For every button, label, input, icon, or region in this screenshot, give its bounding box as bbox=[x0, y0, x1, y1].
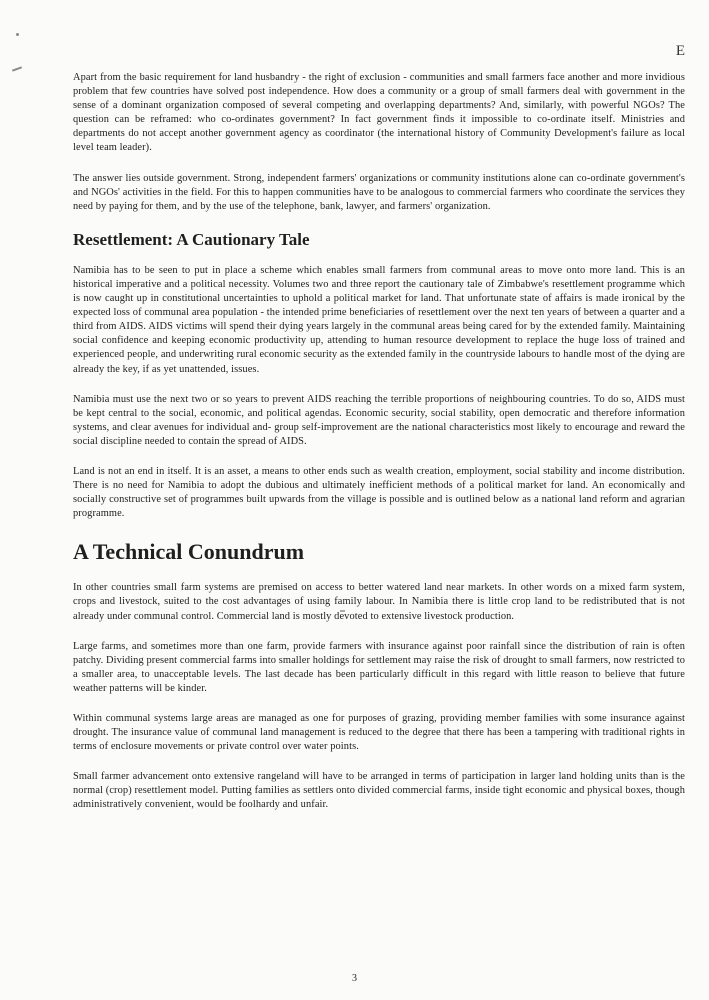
paragraph: Namibia has to be seen to put in place a scheme which enables small farmers from communal areas to move onto more land. This is an historical imperative and a political necessity. Volumes two and three report the cautionary tale of Zimbabwe's resettlement programme which is now caught up in constitutional uncertainties to uphold a political market for land. That unfortunate state of affairs is made ironical by the expected loss of communal area population - the intended prime beneficiaries of resettlement over the next ten years of between a quarter and a third from AIDS. AIDS victims will spend their dying years largely in the communal areas being cared for by the extended family. Maintaining social confidence and keeping economic productivity up, attending to human resource development to replace the huge loss of trained and experienced people, and underwriting rural economic security as the extended family in the countryside labours to handle most of the dying are already the key, if as yet unattended, issues. bbox=[73, 264, 685, 375]
corner-letter: E bbox=[675, 43, 685, 59]
section-heading-technical: A Technical Conundrum bbox=[73, 539, 305, 565]
scan-mark bbox=[12, 66, 22, 71]
section-heading-resettlement: Resettlement: A Cautionary Tale bbox=[73, 229, 310, 249]
paragraph: Large farms, and sometimes more than one farm, provide farmers with insurance against poor rainfall since the distribution of rain is often patchy. Dividing present commercial farms into smaller holdings for settlement may raise the risk of drought to small farmers, now restricted to a smaller area, to unacceptable levels. The last decade has been particularly difficult in this regard with little reason to believe that future weather patterns will be kinder. bbox=[73, 640, 685, 694]
paragraph: Within communal systems large areas are managed as one for purposes of grazing, providing member families with some insurance against drought. The insurance value of communal land management is reduced to the degree that there has been a tampering with traditional rights in terms of enclosure movements or private control over water points. bbox=[73, 713, 685, 753]
paragraph: Apart from the basic requirement for land husbandry - the right of exclusion - communities and small farmers face another and more invidious problem that few countries have solved post independence. How does a community or a group of small farmers deal with government in the sense of a dominant organization composed of several competing and overlapping departments? And, similarly, with powerful NGOs? The question can be reframed: who co-ordinates government? In fact government finds it impossible to co-ordinate itself. Ministries and departments do not accept another government agency as coordinator (the international history of Community Development's failure as local level team leader). bbox=[73, 72, 685, 154]
paragraph: Land is not an end in itself. It is an asset, a means to other ends such as wealth creation, employment, social stability and income distribution. There is no need for Namibia to adopt the dubious and ultimately inefficient methods of a political market for land. An economically and socially constructive set of programmes built upwards from the village is possible and is outlined below as a national land reform and agrarian programme. bbox=[73, 465, 685, 520]
page-number: 3 bbox=[352, 973, 357, 984]
paragraph: Namibia must use the next two or so years to prevent AIDS reaching the terrible proportions of neighbouring countries. To do so, AIDS must be kept central to the social, economic, and political agendas. Economic security, social stability, open democratic and therefore information systems, and clear avenues for individual and- group self-improvement are the national characteristics most likely to encourage and reward the social discipline needed to contain the spread of AIDS. bbox=[73, 393, 685, 447]
paragraph: The answer lies outside government. Strong, independent farmers' organizations or community institutions alone can co-ordinate government's and NGOs' activities in the field. For this to happen communities have to be analogous to commercial farmers who coordinate the services they need by paying for them, and by the use of the telephone, bank, lawyer, and farmers' organization. bbox=[73, 172, 685, 212]
scan-speck bbox=[16, 33, 19, 36]
document-body bbox=[73, 71, 685, 829]
paragraph: Small farmer advancement onto extensive rangeland will have to be arranged in terms of participation in larger land holding units than is the normal (crop) resettlement model. Putting families as settlers onto divided commercial farms, inside tight economic and physical boxes, though administratively convenient, would be foolhardy and unfair. bbox=[73, 771, 685, 811]
paragraph: In other countries small farm systems are premised on access to better watered land near markets. In other words on a mixed farm system, crops and livestock, suited to the cost advantages of using family labour. In Namibia there is little crop land to be redistributed that is not already under communal control. Commercial land is mostly devoted to extensive livestock production. bbox=[73, 582, 685, 622]
